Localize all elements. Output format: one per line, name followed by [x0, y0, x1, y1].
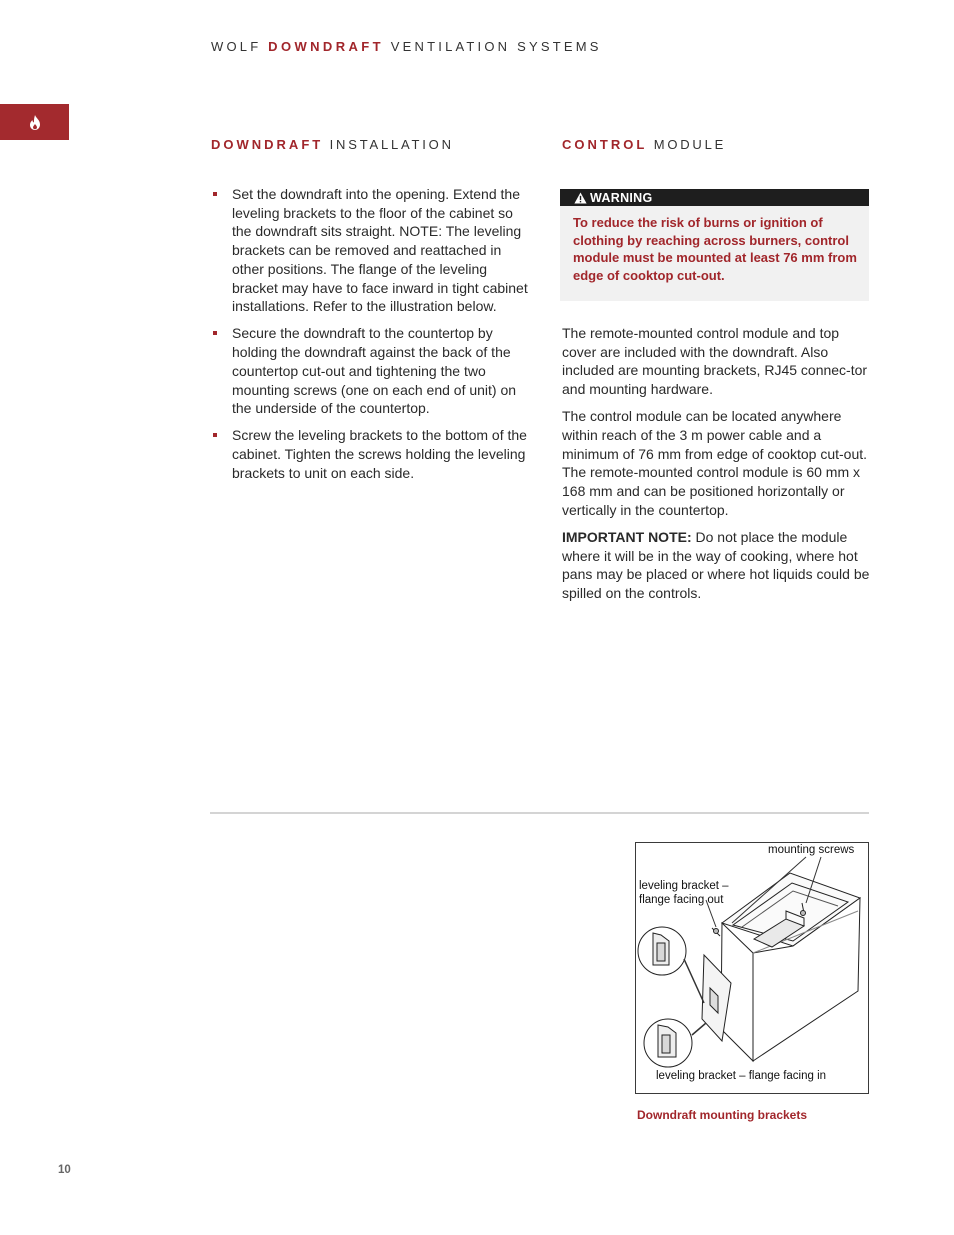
bullet-square-icon — [213, 433, 217, 437]
header-suffix: VENTILATION SYSTEMS — [390, 39, 602, 54]
warning-triangle-icon — [574, 192, 587, 204]
control-module-paragraph-1: The remote-mounted control module and top cover are included with the downdraft. Also included are mounting brackets, RJ45 connec-tor and mounting hardware. — [562, 325, 868, 398]
installation-heading-highlight: DOWNDRAFT — [211, 137, 324, 152]
flame-icon — [29, 115, 41, 130]
important-note-lead: IMPORTANT NOTE: — [562, 529, 692, 546]
list-item-text: Secure the downdraft to the countertop by holding the downdraft against the back of the countertop cut-out and tightening the two mounting screws (one on each end of unit) on the underside of the countertop. — [232, 325, 517, 417]
list-item — [211, 426, 531, 482]
header-prefix: WOLF — [211, 39, 262, 54]
list-item-text: Screw the leveling brackets to the bottom of the cabinet. Tighten the screws holding the leveling brackets to unit on each side. — [232, 427, 527, 481]
installation-steps — [211, 185, 531, 483]
list-item — [211, 185, 531, 316]
section-divider — [210, 812, 869, 814]
control-module-heading — [562, 137, 726, 152]
running-header — [211, 39, 602, 54]
control-module-paragraph-2: The control module can be located anywhere within reach of the 3 m power cable and a minimum of 76 mm from edge of cooktop cut-out. The remote-mounted control module is 60 mm x 168 mm and can be positioned horizontally or vertically in the countertop. — [562, 408, 868, 518]
bullet-square-icon — [213, 331, 217, 335]
warning-box — [560, 189, 869, 301]
label-mounting-screws: mounting screws — [768, 844, 855, 856]
label-bracket-out-line2: flange facing out — [639, 894, 724, 906]
list-item — [211, 324, 531, 418]
warning-text: To reduce the risk of burns or ignition of clothing by reaching across burners, control module must be mounted at least 76 mm from edge of cooktop cut-out. — [573, 215, 857, 283]
list-item-text: Set the downdraft into the opening. Extend the leveling brackets to the floor of the cabinet so the downdraft sits straight. NOTE: The leveling brackets can be removed and reattached in other positions. The flange of the leveling bracket may have to face inward in tight cabinet installations. Refer to the illustration below. — [232, 186, 528, 315]
bullet-square-icon — [213, 192, 217, 196]
installation-heading-rest: INSTALLATION — [329, 137, 454, 152]
important-note — [562, 528, 877, 603]
label-bracket-in: leveling bracket – flange facing in — [656, 1070, 827, 1082]
mounting-brackets-figure — [635, 842, 869, 1094]
page-number: 10 — [58, 1164, 71, 1176]
label-bracket-out-line1: leveling bracket – — [639, 880, 729, 892]
important-note-text: Do not place the module where it will be in the way of cooking, where hot pans may be placed or where hot liquids could be spilled on the controls. — [562, 529, 870, 602]
warning-bar — [560, 189, 869, 206]
control-module-column — [562, 324, 877, 611]
control-module-heading-rest: MODULE — [653, 137, 727, 152]
installation-column — [211, 185, 531, 491]
header-brand: DOWNDRAFT — [268, 39, 384, 54]
control-module-heading-highlight: CONTROL — [562, 137, 648, 152]
section-tab-marker — [0, 104, 69, 140]
figure-caption: Downdraft mounting brackets — [637, 1108, 808, 1122]
warning-label: WARNING — [590, 190, 653, 205]
installation-heading — [211, 137, 454, 152]
